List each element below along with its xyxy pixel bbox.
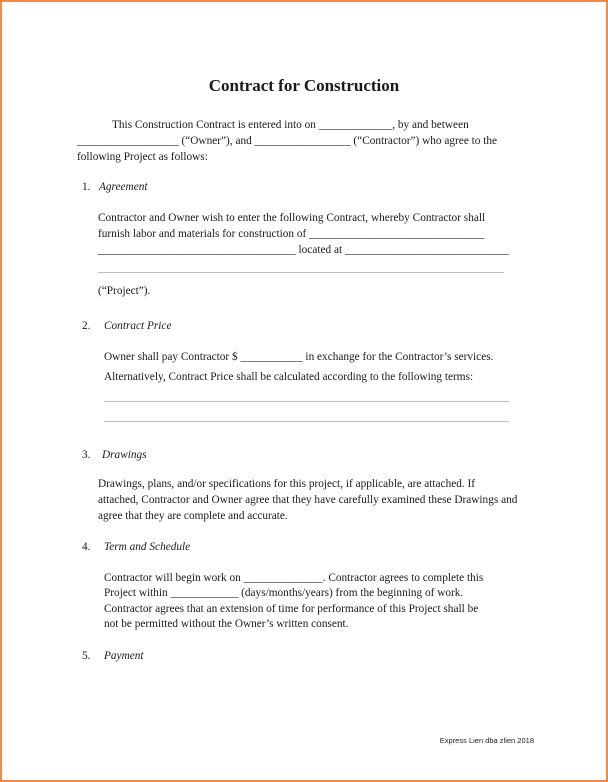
section-2-blank-rule-1 — [104, 401, 509, 402]
section-1-number: 1. — [82, 181, 91, 193]
section-1-line-3: ___________________________________ located at _____________________________ — [98, 244, 509, 256]
intro-line-2: __________________ (“Owner”), and _________________ (“Contractor”) who agree to the — [77, 135, 498, 147]
section-2-line-2: Alternatively, Contract Price shall be calculated according to the following terms: — [104, 371, 474, 383]
section-4-line-4: not be permitted without the Owner’s written consent. — [104, 618, 349, 630]
section-4-number: 4. — [82, 541, 91, 553]
document-footer: Express Lien dba zlien 2018 — [439, 736, 534, 745]
section-2-heading: Contract Price — [104, 320, 172, 332]
section-5-number: 5. — [82, 650, 91, 662]
section-1-line-4: (“Project”). — [98, 285, 151, 297]
section-4-line-2: Project within ____________ (days/months/years) from the beginning of work. — [104, 587, 464, 599]
section-3-line-2: attached, Contractor and Owner agree that they have carefully examined these Drawings and — [98, 494, 518, 506]
section-3-number: 3. — [82, 449, 91, 461]
section-2-blank-rule-2 — [104, 421, 509, 422]
section-4-line-1: Contractor will begin work on ______________. Contractor agrees to complete this — [104, 572, 484, 584]
section-3-line-3: agree that they are complete and accurate. — [98, 510, 288, 522]
section-1-line-1: Contractor and Owner wish to enter the following Contract, whereby Contractor shall — [98, 212, 486, 224]
section-3-line-1: Drawings, plans, and/or specifications for this project, if applicable, are attached. If — [98, 478, 476, 490]
section-2-number: 2. — [82, 320, 91, 332]
intro-line-3: following Project as follows: — [77, 151, 208, 163]
section-5-heading: Payment — [104, 650, 144, 662]
document-title: Contract for Construction — [208, 76, 400, 95]
intro-line-1: This Construction Contract is entered into on _____________, by and between — [112, 119, 469, 131]
section-4-heading: Term and Schedule — [104, 541, 191, 553]
section-1-line-2: furnish labor and materials for construction of _______________________________ — [98, 228, 485, 240]
contract-document — [2, 2, 606, 780]
section-3-heading: Drawings — [102, 449, 147, 461]
section-1-heading: Agreement — [99, 181, 148, 193]
section-2-line-1: Owner shall pay Contractor $ ___________ in exchange for the Contractor’s services. — [104, 351, 494, 363]
section-1-blank-rule — [98, 272, 504, 273]
section-4-line-3: Contractor agrees that an extension of time for performance of this Project shall be — [104, 603, 479, 615]
